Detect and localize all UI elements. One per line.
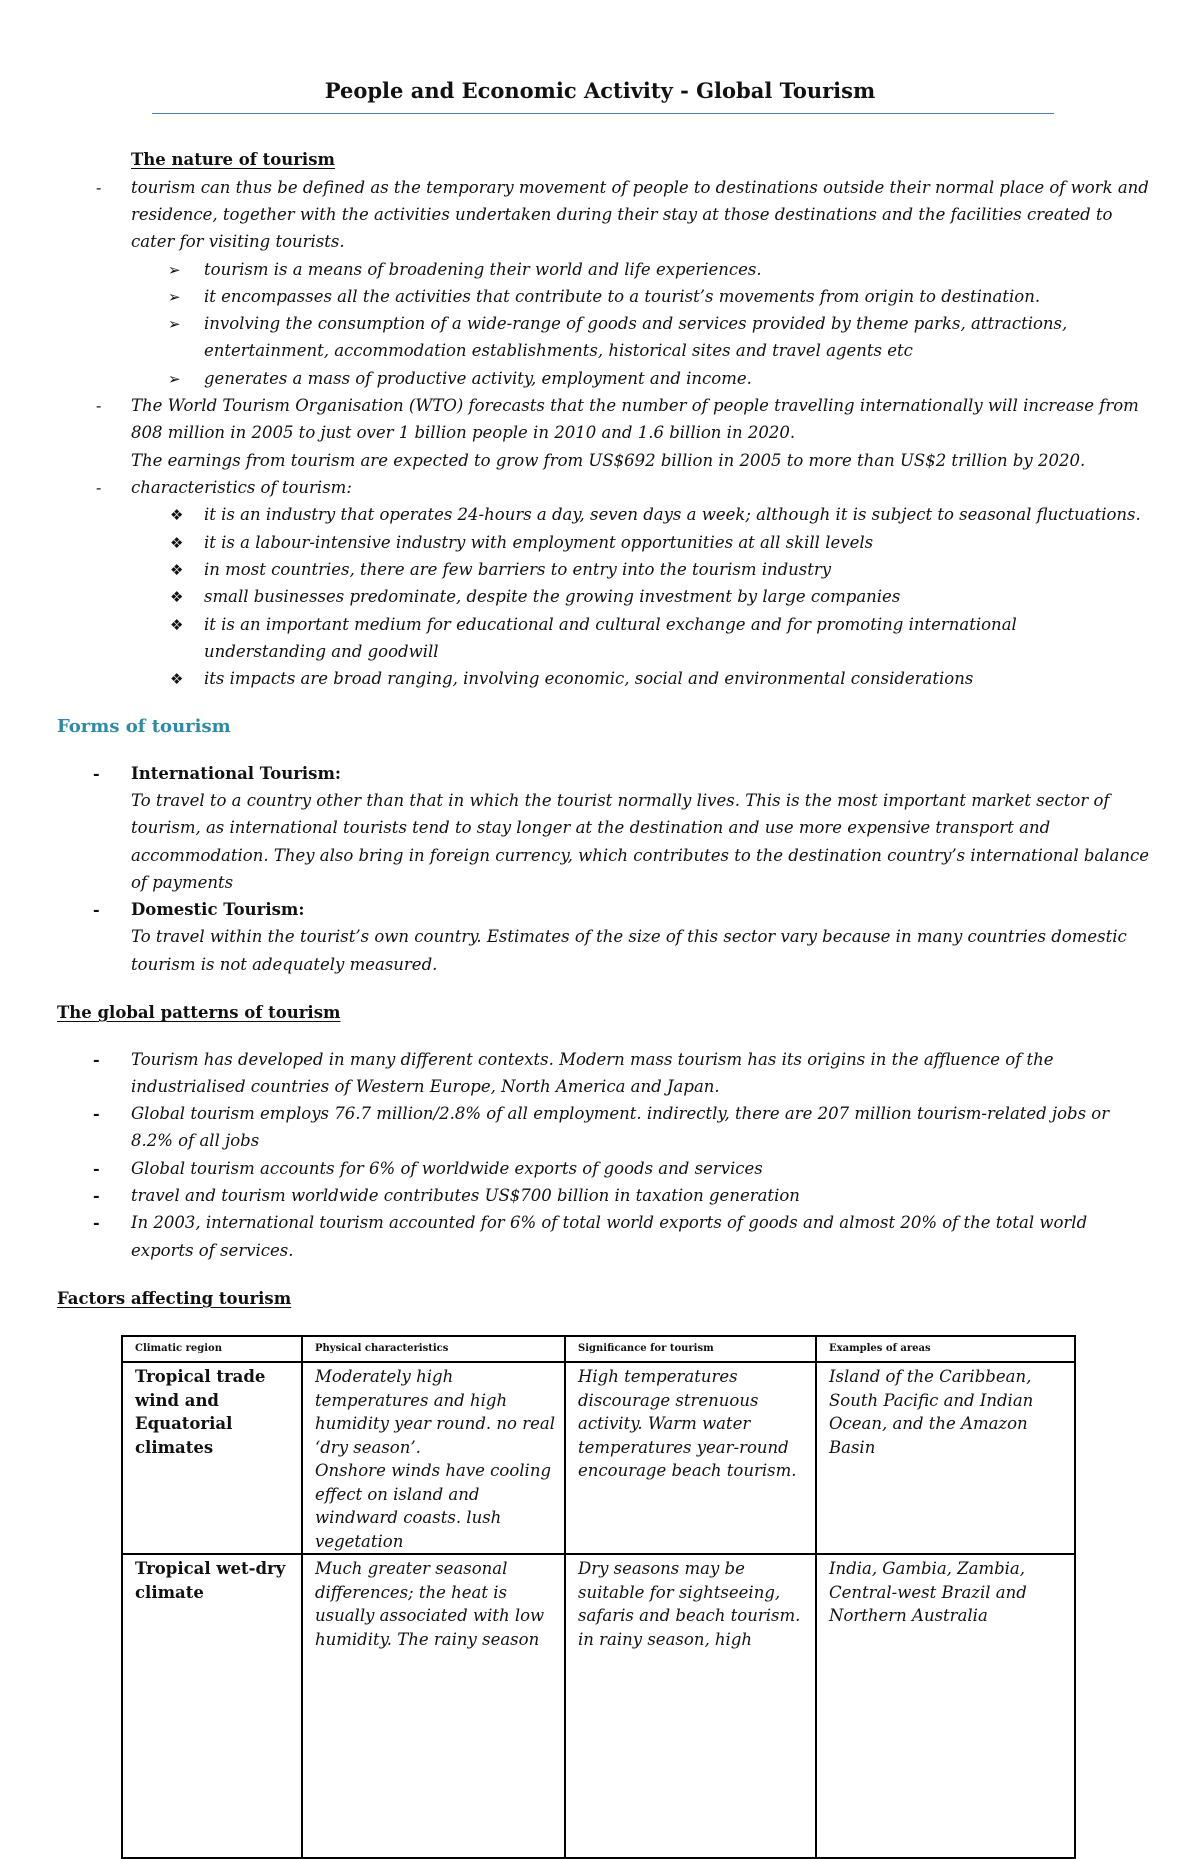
dash-bullet: - — [96, 478, 102, 497]
section-heading-factors: Factors affecting tourism — [57, 1289, 292, 1308]
dash-bullet: - — [93, 1213, 100, 1232]
wto-forecast-line: 808 million in 2005 to just over 1 billion people in 2010 and 1.6 billion in 2020. — [131, 423, 796, 442]
table-row — [122, 1362, 1075, 1554]
dash-bullet: - — [96, 178, 102, 197]
arrow-list-item: generates a mass of productive activity, employment and income. — [204, 369, 752, 388]
patterns-item: travel and tourism worldwide contributes US$700 billion in taxation generation — [131, 1186, 800, 1205]
climate-factors-table — [121, 1335, 1076, 1859]
cell-climatic-region — [122, 1554, 302, 1858]
cell-line: encourage beach tourism. — [578, 1461, 797, 1480]
characteristic-item: it is an industry that operates 24-hours a day, seven days a week; although it is subject to seasonal fluctuations. — [204, 505, 1141, 524]
characteristic-item: small businesses predominate, despite the growing investment by large companies — [204, 587, 901, 606]
cell-line: Northern Australia — [829, 1606, 988, 1625]
cell-line: discourage strenuous — [578, 1390, 759, 1410]
patterns-item: Tourism has developed in many different contexts. Modern mass tourism has its origins in the affluence of the — [131, 1050, 1054, 1069]
page-title: People and Economic Activity - Global Tourism — [324, 78, 876, 103]
dash-bullet: - — [93, 1104, 100, 1123]
cell-line: climates — [135, 1437, 214, 1457]
dash-bullet: - — [96, 396, 102, 415]
cell-line: Ocean, and the Amazon — [829, 1414, 1028, 1433]
cell-examples — [816, 1554, 1075, 1858]
section-heading-forms: Forms of tourism — [57, 716, 231, 737]
international-tourism-label: International Tourism: — [131, 764, 341, 783]
wto-forecast-line: The earnings from tourism are expected to grow from US$692 billion in 2005 to more than US$2 trillion by 2020. — [131, 451, 1086, 470]
diamond-bullet-icon: ❖ — [170, 534, 184, 552]
dash-bullet: - — [93, 900, 100, 919]
arrow-bullet-icon: ➢ — [168, 315, 181, 333]
column-header-climatic-region: Climatic region — [122, 1336, 302, 1362]
arrow-bullet-icon: ➢ — [168, 370, 181, 388]
domestic-tourism-text: tourism is not adequately measured. — [131, 955, 438, 974]
cell-significance — [565, 1554, 816, 1858]
cell-line: in rainy season, high — [578, 1629, 753, 1649]
dash-bullet: - — [93, 1159, 100, 1178]
cell-line: effect on island and — [315, 1484, 480, 1504]
cell-physical-characteristics — [302, 1554, 565, 1858]
cell-line: Central-west Brazil and — [829, 1582, 1027, 1602]
nature-definition-line: residence, together with the activities undertaken during their stay at those destinations and the facilities created to — [131, 205, 1113, 224]
patterns-item-continued: industrialised countries of Western Europe, North America and Japan. — [131, 1077, 720, 1096]
international-tourism-text: of payments — [131, 873, 234, 892]
patterns-item-continued: 8.2% of all jobs — [131, 1131, 260, 1150]
cell-line: Basin — [829, 1437, 876, 1457]
patterns-item: Global tourism employs 76.7 million/2.8% of all employment. indirectly, there are 207 million tourism-related jobs or — [131, 1104, 1110, 1123]
patterns-item-continued: exports of services. — [131, 1241, 294, 1260]
section-heading-nature: The nature of tourism — [131, 150, 335, 169]
column-header-significance: Significance for tourism — [565, 1336, 816, 1362]
cell-line: usually associated with low — [315, 1606, 545, 1625]
domestic-tourism-label: Domestic Tourism: — [131, 900, 305, 919]
cell-line: temperatures and high — [315, 1390, 508, 1410]
diamond-bullet-icon: ❖ — [170, 588, 184, 606]
characteristics-intro: characteristics of tourism: — [131, 478, 352, 497]
cell-line: High temperatures — [578, 1367, 738, 1386]
arrow-list-item: involving the consumption of a wide-range of goods and services provided by theme parks, attractions, — [204, 314, 1068, 333]
cell-line: climate — [135, 1582, 204, 1602]
arrow-bullet-icon: ➢ — [168, 288, 181, 306]
international-tourism-text: accommodation. They also bring in foreign currency, which contributes to the destination country’s international balance — [131, 846, 1150, 865]
patterns-item: Global tourism accounts for 6% of worldwide exports of goods and services — [131, 1159, 763, 1178]
arrow-list-item-continued: entertainment, accommodation establishments, historical sites and travel agents etc — [204, 341, 913, 360]
cell-line: activity. Warm water — [578, 1414, 751, 1433]
characteristic-item: its impacts are broad ranging, involving economic, social and environmental considerations — [204, 669, 974, 688]
cell-line: wind and — [135, 1390, 219, 1410]
cell-line: Much greater seasonal — [315, 1559, 508, 1578]
cell-line: humidity year round. no real — [315, 1414, 555, 1433]
international-tourism-text: To travel to a country other than that in which the tourist normally lives. This is the most important market sector of — [131, 791, 1110, 810]
cell-line: Island of the Caribbean, — [829, 1367, 1032, 1386]
cell-line: safaris and beach tourism. — [578, 1606, 801, 1625]
international-tourism-text: tourism, as international tourists tend to stay longer at the destination and use more expensive transport and — [131, 818, 1051, 837]
column-header-physical-characteristics: Physical characteristics — [302, 1336, 565, 1362]
arrow-list-item: it encompasses all the activities that contribute to a tourist’s movements from origin to destination. — [204, 287, 1041, 306]
dash-bullet: - — [93, 1050, 100, 1069]
dash-bullet: - — [93, 1186, 100, 1205]
cell-physical-characteristics — [302, 1362, 565, 1554]
cell-examples — [816, 1362, 1075, 1554]
arrow-bullet-icon: ➢ — [168, 261, 181, 279]
cell-line: India, Gambia, Zambia, — [829, 1559, 1026, 1578]
characteristic-item-continued: understanding and goodwill — [204, 642, 439, 661]
cell-climatic-region — [122, 1362, 302, 1554]
title-underline-rule — [152, 113, 1054, 114]
diamond-bullet-icon: ❖ — [170, 561, 184, 579]
cell-line: differences; the heat is — [315, 1582, 507, 1602]
column-header-examples: Examples of areas — [816, 1336, 1075, 1362]
wto-forecast-line: The World Tourism Organisation (WTO) forecasts that the number of people travelling internationally will increase from — [131, 396, 1139, 415]
cell-line: Dry seasons may be — [578, 1559, 745, 1578]
cell-line: ‘dry season’. — [315, 1437, 421, 1457]
section-heading-patterns: The global patterns of tourism — [57, 1003, 341, 1022]
cell-significance — [565, 1362, 816, 1554]
dash-bullet: - — [93, 764, 100, 783]
cell-line: vegetation — [315, 1531, 404, 1551]
cell-line: temperatures year-round — [578, 1437, 789, 1457]
cell-line: suitable for sightseeing, — [578, 1582, 781, 1602]
table-row — [122, 1554, 1075, 1858]
cell-line: windward coasts. lush — [315, 1508, 502, 1527]
diamond-bullet-icon: ❖ — [170, 670, 184, 688]
patterns-item: In 2003, international tourism accounted for 6% of total world exports of goods and almost 20% of the total world — [131, 1213, 1088, 1232]
characteristic-item: it is a labour-intensive industry with employment opportunities at all skill levels — [204, 533, 874, 552]
nature-definition-line: tourism can thus be defined as the temporary movement of people to destinations outside their normal place of work and — [131, 178, 1149, 197]
domestic-tourism-text: To travel within the tourist’s own country. Estimates of the size of this sector vary because in many countries domestic — [131, 927, 1127, 946]
cell-line: South Pacific and Indian — [829, 1390, 1034, 1410]
diamond-bullet-icon: ❖ — [170, 506, 184, 524]
characteristic-item: in most countries, there are few barriers to entry into the tourism industry — [204, 560, 832, 579]
arrow-list-item: tourism is a means of broadening their world and life experiences. — [204, 260, 762, 279]
cell-line: Moderately high — [315, 1367, 454, 1386]
characteristic-item: it is an important medium for educational and cultural exchange and for promoting international — [204, 615, 1017, 634]
diamond-bullet-icon: ❖ — [170, 616, 184, 634]
cell-line: Tropical trade — [135, 1367, 266, 1386]
table-header-row — [122, 1336, 1075, 1362]
nature-definition-line: cater for visiting tourists. — [131, 232, 345, 251]
cell-line: humidity. The rainy season — [315, 1629, 540, 1649]
cell-line: Equatorial — [135, 1414, 233, 1433]
cell-line: Onshore winds have cooling — [315, 1461, 552, 1480]
cell-line: Tropical wet-dry — [135, 1559, 286, 1578]
